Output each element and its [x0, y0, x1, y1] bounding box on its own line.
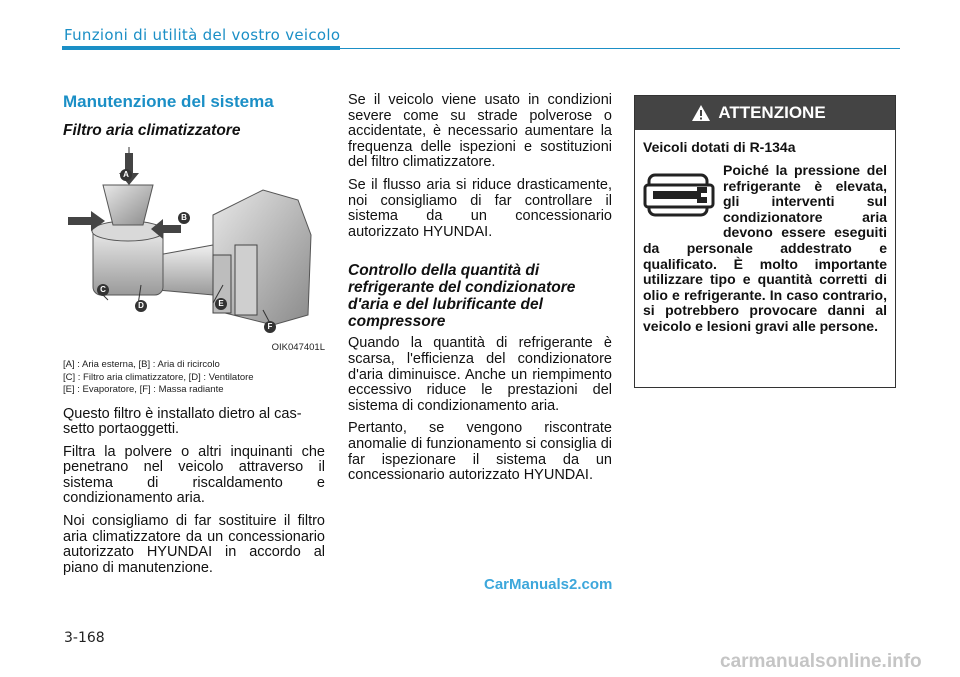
paragraph: Questo filtro è installato dietro al cas-setto portaoggetti. [63, 405, 302, 438]
caption-line: [A] : Aria esterna, [B] : Aria di ricircolo [63, 359, 220, 370]
warning-box [634, 95, 896, 388]
paragraph: Pertanto, se vengono riscontrate anomalie di funzionamento si consiglia di far ispezionare il sistema da un concessionario autorizzato HYUNDAI. [348, 420, 612, 484]
warning-triangle-icon [692, 105, 710, 121]
paragraph: Filtra la polvere o altri inquinanti che penetrano nel veicolo attraverso il sistema di riscaldamento e condizionamento aria. [63, 443, 325, 507]
figure-caption [63, 359, 325, 397]
label-B: B [178, 212, 190, 224]
paragraph: Noi consigliamo di far sostituire il filtro aria climatizzatore da un concessionario autorizzato HYUNDAI in accordo al piano di manutenzione. [63, 513, 325, 576]
label-A: A [120, 169, 132, 181]
filter-subheading: Filtro aria climatizzatore [63, 122, 241, 139]
caption-line: [C] : Filtro aria climatizzatore, [D] : Ventilatore [63, 371, 254, 383]
label-D: D [135, 300, 147, 312]
paragraph: Se il veicolo viene usato in condizioni severe come su strade polverose o accidentate, è necessario aumentare la frequenza delle ispezioni e sostituzioni del filtro climatizzatore. [348, 92, 612, 171]
paragraph: Se il flusso aria si riduce drasticamente, noi consigliamo di far controllare il sistema da un concessionario autorizzato HYUNDAI. [348, 176, 612, 240]
middle-column [348, 93, 612, 491]
figure-code: OIK047401L [271, 342, 325, 353]
section-heading: Manutenzione del sistema [63, 92, 274, 111]
warning-body [635, 130, 895, 335]
label-F: F [264, 321, 276, 333]
watermark[interactable]: CarManuals2.com [484, 576, 613, 593]
climate-filter-figure [63, 145, 325, 353]
chapter-title: Funzioni di utilità del vostro veicolo [64, 26, 341, 44]
page-number: 3-168 [64, 630, 105, 646]
hvac-diagram [63, 145, 325, 345]
refrigerant-subheading: Controllo della quantità di refrigerante del condizionatore d'aria e del lubrificante del compressore [348, 262, 576, 331]
label-E: E [215, 298, 227, 310]
service-manual-wrench-icon [643, 163, 715, 225]
header-rule-thin [340, 48, 900, 49]
paragraph: Quando la quantità di refrigerante è scarsa, l'efficienza del condizionatore d'aria diminuisce. Anche un riempimento eccessivo riduce le prestazioni del sistema di condizionamento aria. [348, 335, 612, 414]
caption-line: [E] : Evaporatore, [F] : Massa radiante [63, 384, 224, 395]
warning-title: ATTENZIONE [718, 103, 826, 122]
site-watermark: carmanualsonline.info [720, 651, 922, 672]
warning-header [635, 96, 895, 130]
warning-text: Poiché la pressione del refrigerante è elevata, gli interventi sul condizionatore aria devono essere eseguiti da personale addestrato e qualificato. È molto importante utilizzare tipo e quantità corretti di olio e refrigerante. In caso contrario, si potrebbero provocare danni al veicolo e lesioni gravi alle persone. [643, 162, 887, 334]
left-column [63, 92, 325, 583]
header-rule-thick [62, 46, 340, 50]
warning-column [634, 95, 896, 388]
warning-subtitle: Veicoli dotati di R-134a [643, 139, 796, 155]
label-C: C [97, 284, 109, 296]
